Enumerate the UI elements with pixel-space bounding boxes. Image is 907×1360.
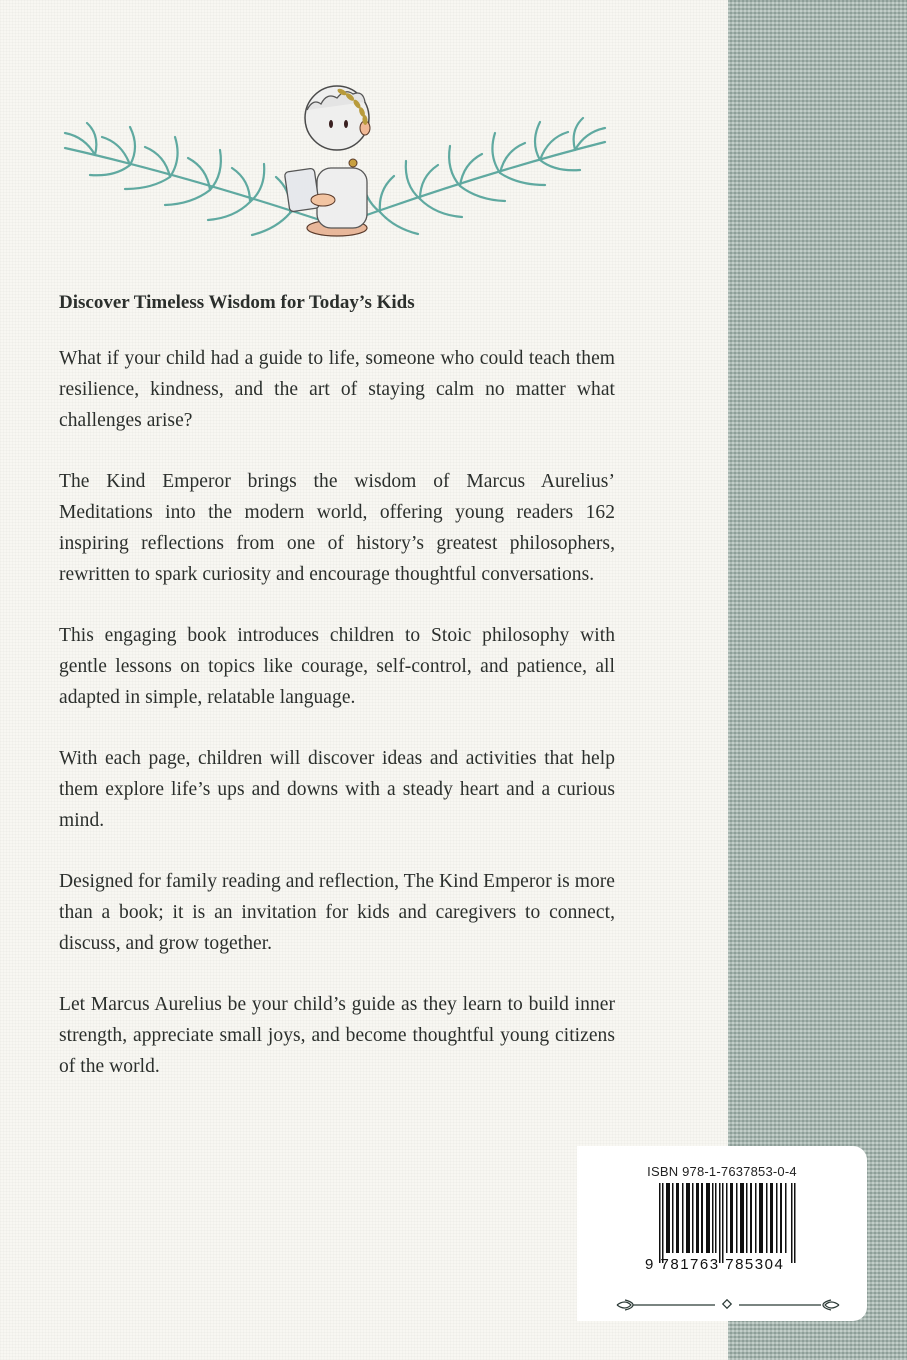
blurb-paragraph: Let Marcus Aurelius be your child’s guide as they learn to build inner strength, appreciate small joys, and become thoughtful young citizens of the world. [59, 993, 615, 1077]
back-cover-text [59, 290, 615, 1112]
decorative-divider-icon [615, 1298, 841, 1312]
barcode-icon [659, 1183, 799, 1263]
blurb-paragraph: The Kind Emperor brings the wisdom of Marcus Aurelius’ Meditations into the modern world, offering young readers 162 inspiring reflections from one of history’s greatest philosophers, rewritten to spark curiosity and encourage thoughtful conversations. [59, 470, 615, 585]
isbn-barcode-box [577, 1146, 867, 1321]
blurb-paragraph: With each page, children will discover ideas and activities that help them explore life’s ups and downs with a steady heart and a curious mind. [59, 747, 615, 831]
blurb-paragraph: Designed for family reading and reflection, The Kind Emperor is more than a book; it is an invitation for kids and caregivers to connect, discuss, and grow together. [59, 870, 615, 954]
child-emperor-illustration [55, 80, 615, 250]
blurb-paragraph: This engaging book introduces children to Stoic philosophy with gentle lessons on topics like courage, self-control, and patience, all adapted in simple, relatable language. [59, 624, 615, 708]
blurb-heading: Discover Timeless Wisdom for Today’s Kids [59, 292, 415, 313]
blurb-paragraph: What if your child had a guide to life, someone who could teach them resilience, kindness, and the art of staying calm no matter what challenges arise? [59, 347, 615, 431]
isbn-label: ISBN 978-1-7637853-0-4 [647, 1164, 797, 1179]
barcode-digits: 9 781763 785304 [645, 1256, 785, 1273]
